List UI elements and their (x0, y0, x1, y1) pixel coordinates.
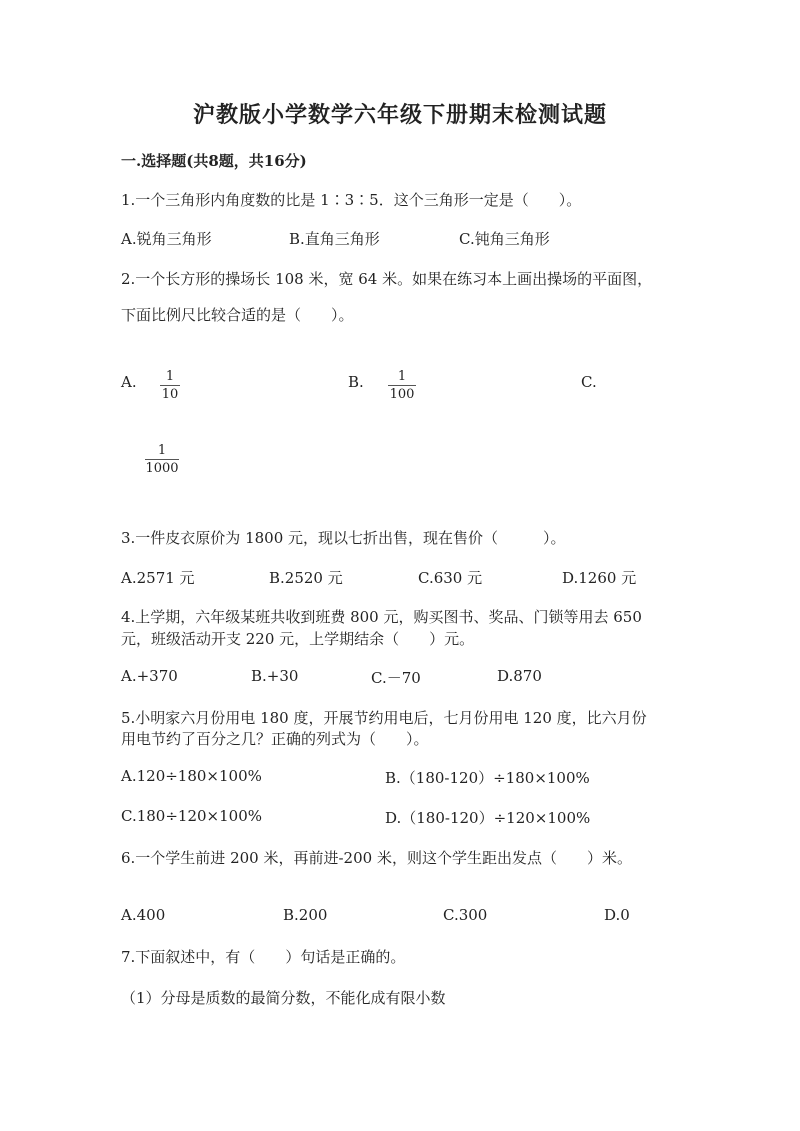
question-2-option-a-label: A. (121, 373, 137, 391)
question-4-option-b: B.+30 (251, 667, 299, 685)
question-4-stem-line-2: 元，班级活动开支 220 元，上学期结余（ ）元。 (121, 630, 475, 648)
question-3-stem: 3.一件皮衣原价为 1800 元，现以七折出售，现在售价（ ）。 (121, 529, 566, 547)
fraction-denominator: 1000 (145, 461, 179, 476)
question-6-option-d: D.0 (604, 906, 630, 924)
question-2-option-c-label: C. (581, 373, 597, 391)
question-5-option-a: A.120÷180×100% (121, 767, 262, 785)
question-5-option-b: B.（180-120）÷180×100% (385, 769, 590, 787)
question-5-option-d: D.（180-120）÷120×100% (385, 809, 591, 827)
question-1-option-c: C.钝角三角形 (459, 230, 550, 248)
question-5-option-c: C.180÷120×100% (121, 807, 262, 825)
question-4-option-c: C.－70 (371, 669, 421, 687)
fraction-bar (145, 459, 179, 460)
question-6-option-b: B.200 (283, 906, 328, 924)
question-3-option-a: A.2571 元 (121, 569, 195, 587)
question-6-option-c: C.300 (443, 906, 488, 924)
question-2-option-b-fraction (388, 369, 416, 402)
question-4-option-a: A.+370 (121, 667, 178, 685)
question-1-option-a: A.锐角三角形 (121, 230, 212, 248)
question-7-stem: 7.下面叙述中，有（ ）句话是正确的。 (121, 948, 406, 966)
question-7-item-1: （1）分母是质数的最简分数，不能化成有限小数 (121, 989, 446, 1007)
section-heading: 一.选择题(共8题，共16分) (121, 152, 307, 170)
question-6-stem: 6.一个学生前进 200 米，再前进-200 米，则这个学生距出发点（ ）米。 (121, 849, 632, 867)
question-2-option-c-fraction (145, 443, 179, 476)
question-1-option-b: B.直角三角形 (289, 230, 380, 248)
fraction-numerator: 1 (157, 443, 167, 458)
question-2-stem-line-2: 下面比例尺比较合适的是（ ）。 (121, 306, 354, 324)
question-2-option-b-label: B. (348, 373, 364, 391)
fraction-denominator: 100 (389, 387, 415, 402)
question-5-stem-line-1: 5.小明家六月份用电 180 度，开展节约用电后，七月份用电 120 度，比六月份 (121, 709, 647, 727)
question-6-option-a: A.400 (121, 906, 166, 924)
fraction-bar (388, 385, 416, 386)
question-4-stem-line-1: 4.上学期，六年级某班共收到班费 800 元，购买图书、奖品、门锁等用去 650 (121, 608, 642, 626)
page-title: 沪教版小学数学六年级下册期末检测试题 (192, 102, 607, 128)
question-3-option-d: D.1260 元 (562, 569, 637, 587)
question-4-option-d: D.870 (497, 667, 542, 685)
question-5-stem-line-2: 用电节约了百分之几？正确的列式为（ ）。 (121, 730, 429, 748)
fraction-numerator: 1 (397, 369, 407, 384)
question-3-option-b: B.2520 元 (269, 569, 343, 587)
question-2-stem-line-1: 2.一个长方形的操场长 108 米，宽 64 米。如果在练习本上画出操场的平面图， (121, 270, 653, 288)
fraction-denominator: 10 (161, 387, 179, 402)
question-1-stem: 1.一个三角形内角度数的比是 1∶3∶5．这个三角形一定是（ ）。 (121, 191, 582, 209)
question-3-option-c: C.630 元 (418, 569, 483, 587)
fraction-bar (160, 385, 180, 386)
question-2-option-a-fraction (160, 369, 180, 402)
fraction-numerator: 1 (165, 369, 175, 384)
